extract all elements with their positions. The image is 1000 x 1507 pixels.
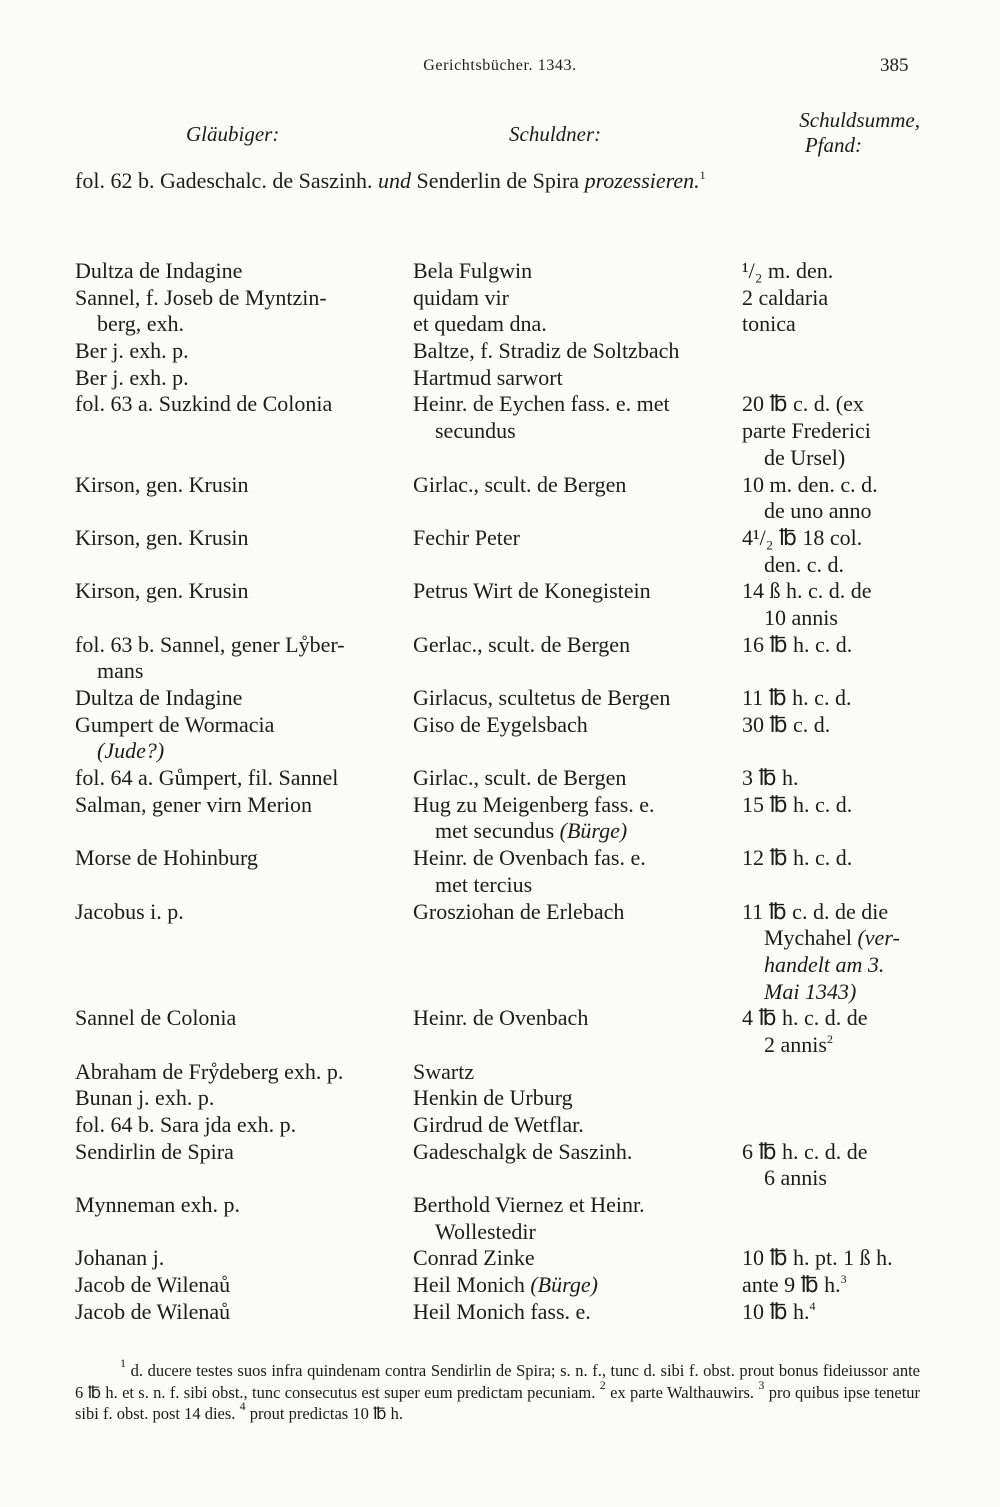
schuldner-cell-text: Hug zu Meigenberg fass. e. xyxy=(413,791,655,817)
glaeubiger-cell-text: Mynneman exh. p. xyxy=(75,1192,240,1218)
glaeubiger-cell xyxy=(75,765,338,792)
glaeubiger-cell-text: Kirson, gen. Krusin xyxy=(75,524,249,550)
schuldsumme-cell-note: handelt am 3. xyxy=(764,951,885,977)
schuldsumme-cell-text: 11 ℔ c. d. de die xyxy=(742,898,889,924)
glaeubiger-cell-text: fol. 64 a. Gůmpert, fil. Sannel xyxy=(75,765,339,791)
glaeubiger-cell-text: Sendirlin de Spira xyxy=(75,1138,234,1164)
schuldsumme-cell-text: ¹/₂ m. den. xyxy=(742,258,834,283)
schuldner-cell-text: Heil Monich fass. e. xyxy=(413,1298,591,1324)
table-row xyxy=(0,1059,1000,1086)
glaeubiger-cell xyxy=(75,1272,230,1299)
glaeubiger-cell-text: fol. 63 b. Sannel, gener Lẙber- xyxy=(75,631,345,657)
schuldsumme-cell-text: 3 ℔ h. xyxy=(742,765,799,791)
table-row xyxy=(0,1299,1000,1326)
schuldsumme-cell-text: tonica xyxy=(742,311,796,337)
schuldsumme-cell xyxy=(742,1299,816,1326)
footnote-text: d. ducere testes suos infra quindenam contra Sendirlin de Spira; s. n. f., tunc d. sibi f. obst. prout bonus fideiussor ante 6 ℔ h. et s. n. f. sibi obst., tunc consecutus est super eum predictam pecuniam. xyxy=(75,1361,921,1402)
glaeubiger-cell-text: Sannel de Colonia xyxy=(75,1005,237,1031)
schuldner-cell xyxy=(413,1299,591,1326)
schuldner-cell xyxy=(413,258,532,285)
schuldner-cell xyxy=(413,1085,573,1112)
schuldsumme-cell xyxy=(742,685,851,712)
schuldsumme-cell xyxy=(742,925,900,952)
schuldsumme-cell xyxy=(742,899,888,926)
schuldner-cell xyxy=(413,872,532,899)
schuldner-cell xyxy=(413,525,520,552)
schuldner-cell-text: Girlacus, scultetus de Bergen xyxy=(413,685,671,710)
glaeubiger-cell-text: (Jude?) xyxy=(97,738,165,764)
schuldsumme-cell-note: Mai 1343) xyxy=(764,978,857,1004)
glaeubiger-cell xyxy=(75,658,143,685)
schuldner-cell-text: secundus xyxy=(435,418,516,444)
column-header-glaeubiger: Gläubiger: xyxy=(186,122,280,146)
glaeubiger-cell-text: Jacobus i. p. xyxy=(75,898,184,924)
glaeubiger-cell-text: Sannel, f. Joseb de Myntzin- xyxy=(75,284,327,310)
table-row xyxy=(0,338,1000,365)
table-row xyxy=(0,925,1000,952)
glaeubiger-cell-text: Ber j. exh. p. xyxy=(75,364,189,390)
schuldner-cell-text: Bela Fulgwin xyxy=(413,258,533,283)
table-row xyxy=(0,525,1000,552)
table-row xyxy=(0,472,1000,499)
schuldner-cell-text: Girlac., scult. de Bergen xyxy=(413,471,627,497)
glaeubiger-cell-text: Salman, gener virn Merion xyxy=(75,791,313,817)
schuldner-cell xyxy=(413,899,624,926)
glaeubiger-cell-text: Dultza de Indagine xyxy=(75,685,243,710)
schuldner-cell xyxy=(413,391,670,418)
glaeubiger-cell-text: fol. 63 a. Suzkind de Colonia xyxy=(75,391,333,417)
schuldner-cell-text: Swartz xyxy=(413,1058,475,1084)
schuldsumme-cell xyxy=(742,1032,833,1059)
table-row xyxy=(0,311,1000,338)
glaeubiger-cell xyxy=(75,845,258,872)
glaeubiger-cell-text: Morse de Hohinburg xyxy=(75,845,258,871)
schuldner-cell-text: Wollestedir xyxy=(435,1218,536,1244)
schuldner-cell-text: Grosziohan de Erlebach xyxy=(413,898,625,924)
schuldsumme-cell xyxy=(742,605,838,632)
footnote-mark: 4 xyxy=(239,1399,246,1413)
footnote-text: ex parte Walthauwirs. xyxy=(610,1382,755,1402)
glaeubiger-cell xyxy=(75,1299,230,1326)
schuldsumme-cell xyxy=(742,258,833,285)
schuldner-cell xyxy=(413,338,679,365)
schuldner-cell xyxy=(413,311,547,338)
schuldner-cell xyxy=(413,845,646,872)
table-row xyxy=(0,1085,1000,1112)
table-row xyxy=(0,899,1000,926)
glaeubiger-cell xyxy=(75,1059,343,1086)
schuldner-cell xyxy=(413,365,563,392)
schuldner-cell xyxy=(413,1272,598,1299)
schuldsumme-cell-text: 30 ℔ c. d. xyxy=(742,711,831,737)
table-row xyxy=(0,445,1000,472)
table-row xyxy=(0,498,1000,525)
glaeubiger-cell xyxy=(75,899,184,926)
table-row xyxy=(0,552,1000,579)
table-row xyxy=(0,685,1000,712)
schuldner-cell-text: quidam vir xyxy=(413,284,509,310)
schuldsumme-cell xyxy=(742,498,872,525)
table-row xyxy=(0,792,1000,819)
glaeubiger-cell xyxy=(75,738,164,765)
glaeubiger-cell xyxy=(75,285,327,312)
table-row xyxy=(0,845,1000,872)
glaeubiger-cell xyxy=(75,712,274,739)
glaeubiger-cell xyxy=(75,391,332,418)
glaeubiger-cell xyxy=(75,525,249,552)
schuldner-cell-text: Gerlac., scult. de Bergen xyxy=(413,631,631,657)
glaeubiger-cell xyxy=(75,632,345,659)
schuldsumme-cell-text: 14 ß h. c. d. de xyxy=(742,578,872,604)
schuldner-cell xyxy=(413,1059,474,1086)
process-note-party: Senderlin de Spira xyxy=(416,168,580,193)
schuldner-cell xyxy=(413,1005,588,1032)
schuldsumme-cell xyxy=(742,311,796,338)
glaeubiger-cell-text: berg, exh. xyxy=(97,311,184,337)
schuldner-cell xyxy=(413,1139,632,1166)
schuldsumme-cell-text: 4 ℔ h. c. d. de xyxy=(742,1005,868,1031)
glaeubiger-cell xyxy=(75,365,189,392)
table-row xyxy=(0,418,1000,445)
footnote-ref: 3 xyxy=(840,1272,847,1287)
glaeubiger-cell xyxy=(75,1139,234,1166)
table-row xyxy=(0,1245,1000,1272)
table-row xyxy=(0,952,1000,979)
table-row xyxy=(0,1005,1000,1032)
schuldsumme-cell xyxy=(742,552,844,579)
schuldsumme-cell-text: 10 m. den. c. d. xyxy=(742,471,878,497)
glaeubiger-cell xyxy=(75,685,242,712)
schuldsumme-cell xyxy=(742,792,852,819)
column-header-schuldner: Schuldner: xyxy=(509,122,602,146)
table-row xyxy=(0,765,1000,792)
schuldsumme-cell-text: 20 ℔ c. d. (ex xyxy=(742,391,864,417)
schuldsumme-cell-text: de uno anno xyxy=(764,498,872,524)
schuldsumme-cell-text: 2 annis xyxy=(764,1031,827,1057)
schuldsumme-cell xyxy=(742,712,830,739)
schuldner-cell-text: Henkin de Urburg xyxy=(413,1085,573,1111)
table-row xyxy=(0,1192,1000,1219)
table-row xyxy=(0,285,1000,312)
process-note-verb: prozessieren. xyxy=(584,168,700,193)
schuldner-cell xyxy=(413,1245,535,1272)
schuldsumme-cell-text: 2 caldaria xyxy=(742,284,829,310)
schuldsumme-cell xyxy=(742,525,862,552)
glaeubiger-cell xyxy=(75,338,189,365)
table-row xyxy=(0,979,1000,1006)
glaeubiger-cell-text: Kirson, gen. Krusin xyxy=(75,578,249,604)
schuldsumme-cell xyxy=(742,1139,868,1166)
page-number: 385 xyxy=(880,55,909,76)
process-note xyxy=(75,168,706,194)
schuldner-cell xyxy=(413,818,627,845)
schuldsumme-cell-text: 15 ℔ h. c. d. xyxy=(742,791,853,817)
table-row xyxy=(0,712,1000,739)
glaeubiger-cell-text: fol. 64 b. Sara jda exh. p. xyxy=(75,1112,297,1137)
table-row xyxy=(0,1112,1000,1139)
schuldsumme-cell-text: 4¹/₂ ℔ 18 col. xyxy=(742,524,863,550)
footnote-ref: 2 xyxy=(826,1031,833,1046)
footnote-text: prout predictas 10 ℔ h. xyxy=(249,1404,403,1423)
schuldner-cell xyxy=(413,685,670,712)
schuldner-cell-text: Hartmud sarwort xyxy=(413,364,563,390)
table-row xyxy=(0,1139,1000,1166)
schuldner-cell-text: Heil Monich xyxy=(413,1272,525,1298)
schuldner-cell-text: Berthold Viernez et Heinr. xyxy=(413,1192,645,1218)
glaeubiger-cell-text: Jacob de Wilenaů xyxy=(75,1272,231,1298)
schuldsumme-cell-text: 16 ℔ h. c. d. xyxy=(742,631,853,657)
schuldsumme-cell-text: 6 ℔ h. c. d. de xyxy=(742,1138,868,1164)
glaeubiger-cell-text: Gumpert de Wormacia xyxy=(75,711,275,737)
schuldner-cell-text: met secundus xyxy=(435,818,555,844)
schuldner-cell xyxy=(413,632,630,659)
schuldner-cell xyxy=(413,765,626,792)
glaeubiger-cell xyxy=(75,311,184,338)
column-header-pfand: Pfand: xyxy=(804,133,862,157)
debt-register-table xyxy=(0,258,1000,1326)
glaeubiger-cell-text: Johanan j. xyxy=(75,1245,165,1271)
schuldsumme-cell-text: 6 annis xyxy=(764,1165,827,1191)
schuldner-cell-text: Giso de Eygelsbach xyxy=(413,711,588,737)
schuldner-cell-text: met tercius xyxy=(435,871,533,897)
schuldsumme-cell xyxy=(742,391,864,418)
schuldsumme-cell-text: parte Frederici xyxy=(742,418,871,444)
table-row xyxy=(0,1219,1000,1246)
glaeubiger-cell xyxy=(75,472,249,499)
schuldner-cell xyxy=(413,1192,645,1219)
glaeubiger-cell xyxy=(75,792,312,819)
schuldsumme-cell xyxy=(742,1165,827,1192)
schuldsumme-cell xyxy=(742,578,872,605)
table-row xyxy=(0,872,1000,899)
schuldner-cell-text: Fechir Peter xyxy=(413,524,520,550)
schuldsumme-cell-note: (ver- xyxy=(857,925,900,951)
glaeubiger-cell xyxy=(75,1192,240,1219)
table-row xyxy=(0,818,1000,845)
schuldsumme-cell xyxy=(742,765,799,792)
schuldner-cell-text: Girlac., scult. de Bergen xyxy=(413,765,627,791)
schuldner-cell-text: Conrad Zinke xyxy=(413,1245,535,1271)
schuldsumme-cell-text: 10 ℔ h. pt. 1 ß h. xyxy=(742,1245,893,1271)
schuldsumme-cell xyxy=(742,952,884,979)
schuldsumme-cell xyxy=(742,845,852,872)
schuldsumme-cell-text: de Ursel) xyxy=(764,444,846,470)
footnote-mark: 1 xyxy=(120,1356,126,1370)
table-row xyxy=(0,605,1000,632)
schuldner-cell-note: (Bürge) xyxy=(530,1272,598,1298)
column-header-schuldsumme-line1: Schuldsumme, xyxy=(799,108,920,132)
glaeubiger-cell-text: Ber j. exh. p. xyxy=(75,338,189,364)
schuldsumme-cell xyxy=(742,472,878,499)
glaeubiger-cell xyxy=(75,1245,164,1272)
table-row xyxy=(0,391,1000,418)
schuldner-cell xyxy=(413,285,509,312)
schuldner-cell-text: Baltze, f. Stradiz de Soltzbach xyxy=(413,338,680,364)
table-row xyxy=(0,738,1000,765)
glaeubiger-cell xyxy=(75,578,249,605)
glaeubiger-cell xyxy=(75,1005,236,1032)
footnote-text: pro quibus ipse tenetur sibi f. obst. post 14 dies. xyxy=(75,1382,921,1423)
table-row xyxy=(0,1032,1000,1059)
glaeubiger-cell-text: Dultza de Indagine xyxy=(75,258,243,283)
schuldsumme-cell xyxy=(742,632,852,659)
schuldner-cell xyxy=(413,792,655,819)
column-header-schuldsumme xyxy=(746,108,920,158)
schuldner-cell xyxy=(413,1219,536,1246)
glaeubiger-cell-text: Abraham de Frẙdeberg exh. p. xyxy=(75,1058,344,1084)
schuldsumme-cell-text: Mychahel xyxy=(764,925,852,951)
running-title: Gerichtsbücher. 1343. xyxy=(423,57,577,74)
table-row xyxy=(0,1165,1000,1192)
footnote-ref: 1 xyxy=(699,168,706,182)
glaeubiger-cell xyxy=(75,1112,296,1139)
schuldsumme-cell xyxy=(742,285,828,312)
schuldsumme-cell xyxy=(742,418,871,445)
schuldner-cell-text: Heinr. de Eychen fass. e. met xyxy=(413,391,670,417)
schuldsumme-cell-text: 11 ℔ h. c. d. xyxy=(742,685,852,710)
process-note-parties: fol. 62 b. Gadeschalc. de Saszinh. xyxy=(75,168,373,193)
table-row xyxy=(0,658,1000,685)
glaeubiger-cell-text: Jacob de Wilenaů xyxy=(75,1298,231,1324)
schuldsumme-cell-text: den. c. d. xyxy=(764,551,845,577)
schuldsumme-cell xyxy=(742,1272,847,1299)
schuldsumme-cell xyxy=(742,445,845,472)
schuldner-cell-text: Gadeschalgk de Saszinh. xyxy=(413,1138,633,1164)
glaeubiger-cell xyxy=(75,1085,214,1112)
table-row xyxy=(0,632,1000,659)
glaeubiger-cell-text: mans xyxy=(97,658,144,684)
schuldsumme-cell-text: 12 ℔ h. c. d. xyxy=(742,845,853,871)
schuldner-cell xyxy=(413,418,516,445)
footnote-mark: 3 xyxy=(758,1377,765,1392)
schuldner-cell-text: Girdrud de Wetflar. xyxy=(413,1112,584,1137)
schuldsumme-cell xyxy=(742,979,856,1006)
schuldsumme-cell-text: ante 9 ℔ h. xyxy=(742,1272,841,1298)
schuldner-cell xyxy=(413,712,588,739)
schuldsumme-cell xyxy=(742,1245,893,1272)
schuldner-cell xyxy=(413,1112,584,1139)
glaeubiger-cell xyxy=(75,258,242,285)
glaeubiger-cell-text: Kirson, gen. Krusin xyxy=(75,471,249,497)
schuldner-cell-text: Heinr. de Ovenbach xyxy=(413,1005,589,1031)
schuldner-cell xyxy=(413,472,626,499)
table-row xyxy=(0,578,1000,605)
schuldner-cell-text: et quedam dna. xyxy=(413,311,547,337)
schuldsumme-cell xyxy=(742,1005,868,1032)
schuldner-cell-note: (Bürge) xyxy=(559,818,628,844)
schuldner-cell xyxy=(413,578,651,605)
footnotes xyxy=(75,1356,921,1425)
footnote-mark: 2 xyxy=(599,1377,606,1392)
schuldsumme-cell-text: 10 ℔ h. xyxy=(742,1298,810,1324)
glaeubiger-cell-text: Bunan j. exh. p. xyxy=(75,1085,215,1111)
footnote-ref: 4 xyxy=(809,1298,816,1313)
schuldner-cell-text: Petrus Wirt de Konegistein xyxy=(413,578,651,604)
table-row xyxy=(0,365,1000,392)
schuldner-cell-text: Heinr. de Ovenbach fas. e. xyxy=(413,845,646,871)
schuldsumme-cell-text: 10 annis xyxy=(764,604,838,630)
table-row xyxy=(0,1272,1000,1299)
table-row xyxy=(0,258,1000,285)
process-note-und: und xyxy=(378,168,412,193)
